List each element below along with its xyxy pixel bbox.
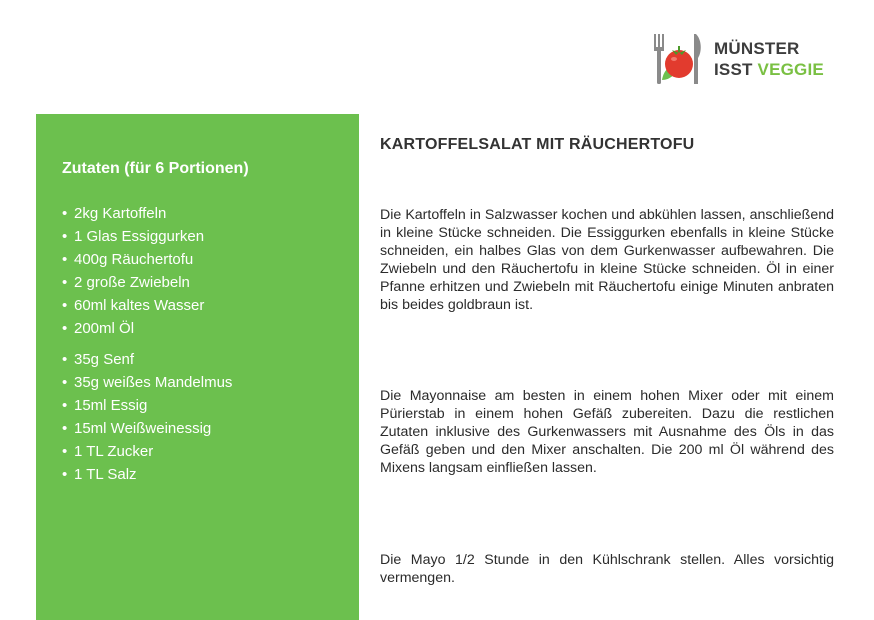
logo xyxy=(648,30,848,90)
ingredient-item: • 15ml Weißweinessig xyxy=(62,417,232,440)
instructions-paragraph: Die Mayonnaise am besten in einem hohen Mixer oder mit einem Pürierstab in einem hohen Gefäß zubereiten. Dazu die restlichen Zutaten inklusive des Gurkenwassers mit Ausnahme des Öls in das Gefäß geben und den Mixer anschalten. Die 200 ml Öl während des Mixens langsam einfließen lassen. xyxy=(380,388,834,476)
logo-line2-part1: ISST xyxy=(714,60,753,79)
ingredient-item: • 1 Glas Essiggurken xyxy=(62,225,232,248)
ingredient-item: • 1 TL Salz xyxy=(62,463,232,486)
ingredients-list xyxy=(62,202,232,486)
ingredient-item: • 15ml Essig xyxy=(62,394,232,417)
ingredient-item: • 400g Räuchertofu xyxy=(62,248,232,271)
instructions-paragraph: Die Kartoffeln in Salzwasser kochen und abkühlen lassen, anschließend in kleine Stücke schneiden. Die Essiggurken ebenfalls in kleine Stücke schneiden, ein halbes Glas von dem Gurkenwasser aufbewahren. Die Zwiebeln und den Räuchertofu in kleine Stücke schneiden. Öl in einer Pfanne erhitzen und Zwiebeln mit Räuchertofu einige Minuten anbraten bis beides goldbraun ist. xyxy=(380,207,834,313)
logo-line2-part2: VEGGIE xyxy=(757,60,824,79)
ingredients-panel xyxy=(36,114,359,620)
ingredients-title: Zutaten (für 6 Portionen) xyxy=(62,160,249,177)
ingredient-item: • 2 große Zwiebeln xyxy=(62,271,232,294)
ingredient-item: • 2kg Kartoffeln xyxy=(62,202,232,225)
ingredient-item: • 60ml kaltes Wasser xyxy=(62,294,232,317)
recipe-title: KARTOFFELSALAT MIT RÄUCHERTOFU xyxy=(380,136,695,153)
ingredient-item: • 200ml Öl xyxy=(62,317,232,340)
logo-line1: MÜNSTER xyxy=(714,39,800,58)
logo-text xyxy=(714,38,824,80)
ingredient-item: • 1 TL Zucker xyxy=(62,440,232,463)
fork-knife-tomato-icon xyxy=(648,30,708,90)
ingredient-item: • 35g weißes Mandelmus xyxy=(62,371,232,394)
ingredient-item: • 35g Senf xyxy=(62,348,232,371)
instructions-paragraph: Die Mayo 1/2 Stunde in den Kühlschrank stellen. Alles vorsichtig vermengen. xyxy=(380,552,834,586)
